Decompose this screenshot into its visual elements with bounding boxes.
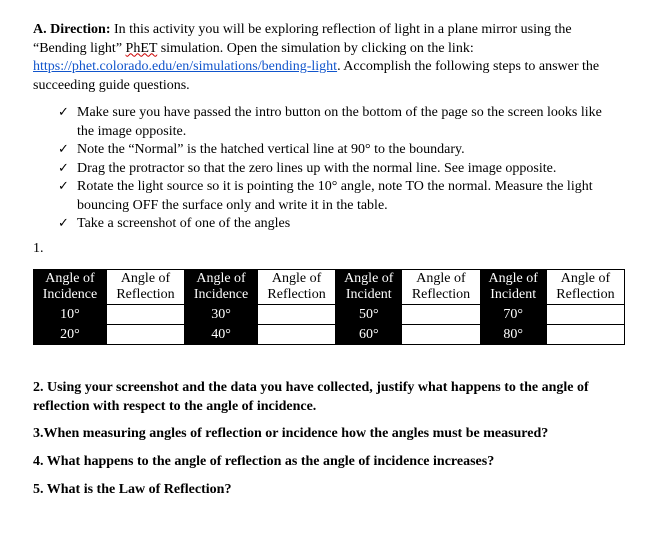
table-cell: 60° [336, 325, 402, 345]
header-cell: Angle of Reflection [258, 270, 336, 305]
table-cell-input[interactable] [546, 325, 624, 345]
direction-label: A. Direction: [33, 22, 111, 37]
header-cell: Angle of Reflection [402, 270, 480, 305]
header-cell: Angle of Reflection [546, 270, 624, 305]
check-icon: ✓ [58, 216, 69, 231]
table-cell: 20° [34, 325, 107, 345]
table-cell: 50° [336, 305, 402, 325]
checklist-item: ✓ Note the “Normal” is the hatched vertical line at 90° to the boundary. [58, 141, 618, 160]
check-icon: ✓ [58, 160, 69, 176]
direction-text-3: . Accomplish the following steps to answer the succeeding guide questions. [33, 59, 600, 93]
table-row [34, 325, 625, 345]
checklist-item: ✓ Make sure you have passed the intro button on the bottom of the page so the screen looks like the image opposite. [58, 104, 618, 141]
angles-table [33, 269, 625, 345]
header-cell: Angle of Incidence [34, 270, 107, 305]
header-cell: Angle of Incident [480, 270, 546, 305]
phet-word: PhET [125, 40, 158, 56]
question-3: 3.When measuring angles of reflection or incidence how the angles must be measured? [33, 426, 549, 441]
table-cell-input[interactable] [106, 305, 184, 325]
question-2: 2. Using your screenshot and the data you have collected, justify what happens to the angle of reflection with respect to the angle of incidence. [33, 380, 589, 414]
direction-paragraph [33, 21, 613, 95]
check-icon: ✓ [58, 179, 69, 194]
table-header-row [34, 270, 625, 305]
table-cell-input[interactable] [402, 305, 480, 325]
table-cell: 70° [480, 305, 546, 325]
check-icon: ✓ [58, 105, 69, 120]
question-5: 5. What is the Law of Reflection? [33, 482, 232, 497]
checklist-item: ✓ Rotate the light source so it is pointing the 10° angle, note TO the normal. Measure the light bouncing OFF the surface only and write it in the table. [58, 178, 618, 215]
table-cell: 40° [185, 325, 258, 345]
steps-checklist [58, 104, 618, 234]
table-cell-input[interactable] [106, 325, 184, 345]
table-cell: 10° [34, 305, 107, 325]
table-cell-input[interactable] [402, 325, 480, 345]
question-4: 4. What happens to the angle of reflection as the angle of incidence increases? [33, 454, 495, 469]
header-cell: Angle of Incidence [185, 270, 258, 305]
header-cell: Angle of Incident [336, 270, 402, 305]
table-row [34, 305, 625, 325]
direction-text-1: In this activity you will be exploring reflection of light in a plane mirror using the “Bending light” [33, 22, 572, 56]
checklist-item: ✓ Take a screenshot of one of the angles [58, 215, 618, 234]
item-number: 1. [33, 241, 44, 256]
check-icon: ✓ [58, 142, 69, 157]
simulation-link[interactable]: https://phet.colorado.edu/en/simulations/bending-light [33, 59, 338, 74]
table-cell: 30° [185, 305, 258, 325]
table-cell-input[interactable] [258, 325, 336, 345]
direction-text-2: simulation. Open the simulation by clicking on the link: [157, 40, 474, 56]
table-cell-input[interactable] [258, 305, 336, 325]
header-cell: Angle of Reflection [106, 270, 184, 305]
table-cell: 80° [480, 325, 546, 345]
table-cell-input[interactable] [546, 305, 624, 325]
checklist-item: ✓ Drag the protractor so that the zero lines up with the normal line. See image opposite. [58, 160, 618, 179]
